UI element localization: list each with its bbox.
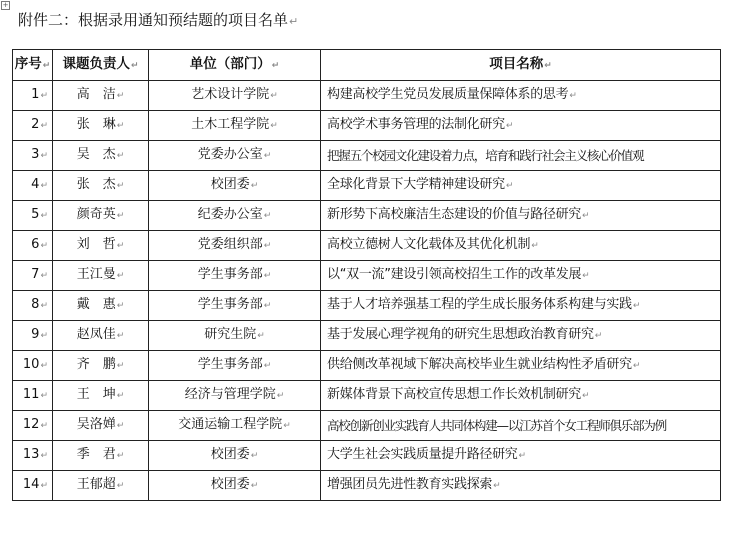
cell-project[interactable] <box>321 441 721 471</box>
table-row <box>13 261 721 291</box>
paragraph-mark-icon: ↵ <box>493 481 501 491</box>
cell-project[interactable] <box>321 141 721 171</box>
cell-no-text: 7 <box>31 267 40 282</box>
cell-person[interactable] <box>53 381 149 411</box>
cell-no-text: 3 <box>31 147 40 162</box>
cell-no[interactable] <box>13 321 53 351</box>
cell-no-text: 4 <box>31 177 40 192</box>
paragraph-mark-icon: ↵ <box>531 241 539 251</box>
paragraph-mark-icon: ↵ <box>594 331 603 341</box>
cell-no-text: 13 <box>22 447 40 462</box>
paragraph-mark-icon: ↵ <box>40 121 48 131</box>
cell-person[interactable] <box>53 411 149 441</box>
cell-no[interactable] <box>13 81 53 111</box>
paragraph-mark-icon: ↵ <box>40 391 48 401</box>
cell-person-text: 颜奇英 <box>76 207 116 222</box>
cell-person-text: 张 杰 <box>76 177 116 192</box>
paragraph-mark-icon: ↵ <box>40 91 48 101</box>
cell-no[interactable] <box>13 141 53 171</box>
cell-no-text: 6 <box>31 237 40 252</box>
cell-project-text: 全球化背景下大学精神建设研究 <box>327 177 505 192</box>
cell-person[interactable] <box>53 81 149 111</box>
paragraph-mark-icon: ↵ <box>582 211 590 221</box>
cell-person[interactable] <box>53 441 149 471</box>
cell-unit[interactable] <box>149 351 321 381</box>
cell-project-text: 新媒体背景下高校宣传思想工作长效机制研究 <box>327 387 582 402</box>
paragraph-mark-icon: ↵ <box>40 421 48 431</box>
cell-no-text: 5 <box>31 207 40 222</box>
cell-project-text: 新形势下高校廉洁生态建设的价值与路径研究 <box>327 207 582 222</box>
table-row <box>13 201 721 231</box>
paragraph-mark-icon: ↵ <box>276 391 285 401</box>
cell-project[interactable] <box>321 201 721 231</box>
cell-no[interactable] <box>13 351 53 381</box>
cell-unit[interactable] <box>149 321 321 351</box>
cell-no-text: 14 <box>22 477 40 492</box>
paragraph-mark-icon: ↵ <box>263 271 272 281</box>
paragraph-mark-icon: ↵ <box>569 91 577 101</box>
cell-no[interactable] <box>13 201 53 231</box>
paragraph-mark-icon: ↵ <box>116 421 125 431</box>
table-header-row <box>13 50 721 81</box>
table-row <box>13 231 721 261</box>
table-row <box>13 351 721 381</box>
cell-no-text: 9 <box>31 327 40 342</box>
cell-unit-text: 经济与管理学院 <box>184 387 276 402</box>
cell-unit-text: 学生事务部 <box>197 357 263 372</box>
paragraph-mark-icon: ↵ <box>40 211 48 221</box>
header-project: 项目名称↵ <box>321 50 721 81</box>
table-row <box>13 471 721 501</box>
cell-person-text: 戴 惠 <box>76 297 116 312</box>
cell-no-text: 2 <box>31 117 40 132</box>
paragraph-mark-icon: ↵ <box>116 181 125 191</box>
cell-project-text: 大学生社会实践质量提升路径研究 <box>327 447 518 462</box>
paragraph-mark-icon: ↵ <box>116 121 125 131</box>
cell-person-text: 季 君 <box>76 447 116 462</box>
cell-person-text: 刘 哲 <box>76 237 116 252</box>
cell-project-text: 基于人才培养强基工程的学生成长服务体系构建与实践 <box>327 297 632 312</box>
header-no: 序号↵ <box>13 50 53 81</box>
cell-no[interactable] <box>13 381 53 411</box>
paragraph-mark-icon: ↵ <box>116 331 125 341</box>
cell-unit-text: 土木工程学院 <box>191 117 270 132</box>
paragraph-mark-icon: ↵ <box>263 301 272 311</box>
paragraph-mark-icon: ↵ <box>40 331 48 341</box>
cell-unit-text: 艺术设计学院 <box>191 87 270 102</box>
cell-unit[interactable] <box>149 441 321 471</box>
cell-project[interactable] <box>321 411 721 441</box>
cell-person[interactable] <box>53 141 149 171</box>
cell-project-text: 以“双一流”建设引领高校招生工作的改革发展 <box>327 267 582 282</box>
cell-project-text: 构建高校学生党员发展质量保障体系的思考 <box>327 87 569 102</box>
cell-person[interactable] <box>53 231 149 261</box>
cell-person[interactable] <box>53 171 149 201</box>
cell-unit[interactable] <box>149 111 321 141</box>
cell-unit[interactable] <box>149 201 321 231</box>
cell-no[interactable] <box>13 291 53 321</box>
paragraph-mark-icon: ↵ <box>582 271 590 281</box>
cell-unit[interactable] <box>149 171 321 201</box>
cell-unit-text: 学生事务部 <box>197 297 263 312</box>
cell-project[interactable] <box>321 171 721 201</box>
paragraph-mark-icon: ↵ <box>116 391 125 401</box>
cell-person-text: 高 洁 <box>76 87 116 102</box>
paragraph-mark-icon: ↵ <box>505 121 514 131</box>
cell-project-text: 高校立德树人文化载体及其优化机制 <box>327 237 531 252</box>
paragraph-mark-icon: ↵ <box>257 331 265 341</box>
cell-person-text: 王郁超 <box>76 477 116 492</box>
paragraph-mark-icon: ↵ <box>116 271 125 281</box>
cell-project-text: 高校创新创业实践育人共同体构建—以江苏首个女工程师俱乐部为例 <box>327 417 667 433</box>
cell-project[interactable] <box>321 471 721 501</box>
cell-project[interactable] <box>321 321 721 351</box>
cell-unit[interactable] <box>149 231 321 261</box>
cell-project[interactable] <box>321 381 721 411</box>
cell-project-text: 高校学术事务管理的法制化研究 <box>327 117 505 132</box>
cell-project-text: 基于发展心理学视角的研究生思想政治教育研究 <box>327 327 594 342</box>
header-unit: 单位（部门）↵ <box>149 50 321 81</box>
cell-no-text: 10 <box>22 357 40 372</box>
cell-project[interactable] <box>321 351 721 381</box>
cell-unit-text: 校团委 <box>210 447 250 462</box>
cell-unit[interactable] <box>149 291 321 321</box>
paragraph-mark-icon: ↵ <box>270 91 278 101</box>
paragraph-mark-icon: ↵ <box>250 481 259 491</box>
paragraph-mark-icon: ↵ <box>270 121 278 131</box>
table-row <box>13 441 721 471</box>
paragraph-mark-icon: ↵ <box>505 181 514 191</box>
paragraph-mark-icon: ↵ <box>40 451 48 461</box>
cell-no[interactable] <box>13 261 53 291</box>
cell-person[interactable] <box>53 291 149 321</box>
paragraph-mark-icon: ↵ <box>582 391 590 401</box>
table-row <box>13 321 721 351</box>
page-title-text: 附件二：根据录用通知预结题的项目名单 <box>18 11 289 29</box>
paragraph-mark-icon: ↵ <box>632 361 641 371</box>
table-anchor-icon[interactable]: + <box>2 1 9 9</box>
cell-unit[interactable] <box>149 141 321 171</box>
paragraph-mark-icon: ↵ <box>40 241 48 251</box>
paragraph-mark-icon: ↵ <box>116 481 125 491</box>
paragraph-mark-icon: ↵ <box>263 151 272 161</box>
paragraph-mark-icon: ↵ <box>40 301 48 311</box>
paragraph-mark-icon: ↵ <box>283 421 291 431</box>
cell-no-text: 12 <box>22 417 40 432</box>
paragraph-mark-icon: ↵ <box>263 241 272 251</box>
paragraph-mark-icon: ↵ <box>518 451 527 461</box>
cell-person[interactable] <box>53 201 149 231</box>
page-title <box>18 8 298 34</box>
table-row <box>13 381 721 411</box>
paragraph-mark-icon: ↵ <box>250 451 259 461</box>
cell-unit-text: 学生事务部 <box>197 267 263 282</box>
cell-unit[interactable] <box>149 81 321 111</box>
paragraph-mark-icon: ↵ <box>116 451 125 461</box>
paragraph-mark-icon: ↵ <box>116 241 125 251</box>
paragraph-mark-icon: ↵ <box>40 481 48 491</box>
cell-project-text: 供给侧改革视域下解决高校毕业生就业结构性矛盾研究 <box>327 357 632 372</box>
cell-no-text: 11 <box>22 387 40 402</box>
cell-no[interactable] <box>13 231 53 261</box>
cell-no[interactable] <box>13 441 53 471</box>
cell-person[interactable] <box>53 471 149 501</box>
paragraph-mark-icon: ↵ <box>289 15 299 28</box>
table-row <box>13 171 721 201</box>
cell-person-text: 赵凤佳 <box>76 327 116 342</box>
cell-project-text: 增强团员先进性教育实践探索 <box>327 477 493 492</box>
paragraph-mark-icon: ↵ <box>40 181 48 191</box>
cell-unit-text: 纪委办公室 <box>197 207 263 222</box>
cell-project[interactable] <box>321 261 721 291</box>
cell-person-text: 齐 鹏 <box>76 357 116 372</box>
cell-unit-text: 党委办公室 <box>197 147 263 162</box>
cell-person[interactable] <box>53 261 149 291</box>
project-list-table <box>12 49 721 501</box>
paragraph-mark-icon: ↵ <box>116 151 125 161</box>
paragraph-mark-icon: ↵ <box>263 361 272 371</box>
cell-unit-text: 校团委 <box>210 477 250 492</box>
header-person: 课题负责人↵ <box>53 50 149 81</box>
cell-unit[interactable] <box>149 411 321 441</box>
cell-unit[interactable] <box>149 471 321 501</box>
cell-unit-text: 党委组织部 <box>197 237 263 252</box>
paragraph-mark-icon: ↵ <box>250 181 259 191</box>
paragraph-mark-icon: ↵ <box>632 301 641 311</box>
cell-person-text: 张 琳 <box>76 117 116 132</box>
paragraph-mark-icon: ↵ <box>116 211 125 221</box>
cell-no-text: 8 <box>31 297 40 312</box>
cell-project[interactable] <box>321 81 721 111</box>
paragraph-mark-icon: ↵ <box>263 211 272 221</box>
cell-unit[interactable] <box>149 261 321 291</box>
cell-unit-text: 交通运输工程学院 <box>178 417 283 432</box>
table-body <box>13 81 721 501</box>
cell-no[interactable] <box>13 411 53 441</box>
cell-person[interactable] <box>53 351 149 381</box>
cell-project[interactable] <box>321 111 721 141</box>
paragraph-mark-icon: ↵ <box>40 271 48 281</box>
cell-person[interactable] <box>53 111 149 141</box>
paragraph-mark-icon: ↵ <box>40 361 48 371</box>
cell-unit-text: 校团委 <box>210 177 250 192</box>
paragraph-mark-icon: ↵ <box>116 91 125 101</box>
cell-unit-text: 研究生院 <box>204 327 257 342</box>
cell-person-text: 王江曼 <box>76 267 116 282</box>
table-row <box>13 411 721 441</box>
cell-no-text: 1 <box>31 87 40 102</box>
cell-project-text: 把握五个校园文化建设着力点，培育和践行社会主义核心价值观 <box>327 147 644 163</box>
paragraph-mark-icon: ↵ <box>116 301 125 311</box>
table-row <box>13 291 721 321</box>
cell-person[interactable] <box>53 321 149 351</box>
cell-project[interactable] <box>321 291 721 321</box>
table-row <box>13 111 721 141</box>
cell-no[interactable] <box>13 171 53 201</box>
table-row <box>13 141 721 171</box>
cell-no[interactable] <box>13 111 53 141</box>
paragraph-mark-icon: ↵ <box>116 361 125 371</box>
table-row <box>13 81 721 111</box>
cell-unit[interactable] <box>149 381 321 411</box>
cell-person-text: 吴 杰 <box>76 147 116 162</box>
paragraph-mark-icon: ↵ <box>40 151 48 161</box>
cell-person-text: 吴洛婵 <box>76 417 116 432</box>
cell-person-text: 王 坤 <box>76 387 116 402</box>
cell-project[interactable] <box>321 231 721 261</box>
cell-no[interactable] <box>13 471 53 501</box>
